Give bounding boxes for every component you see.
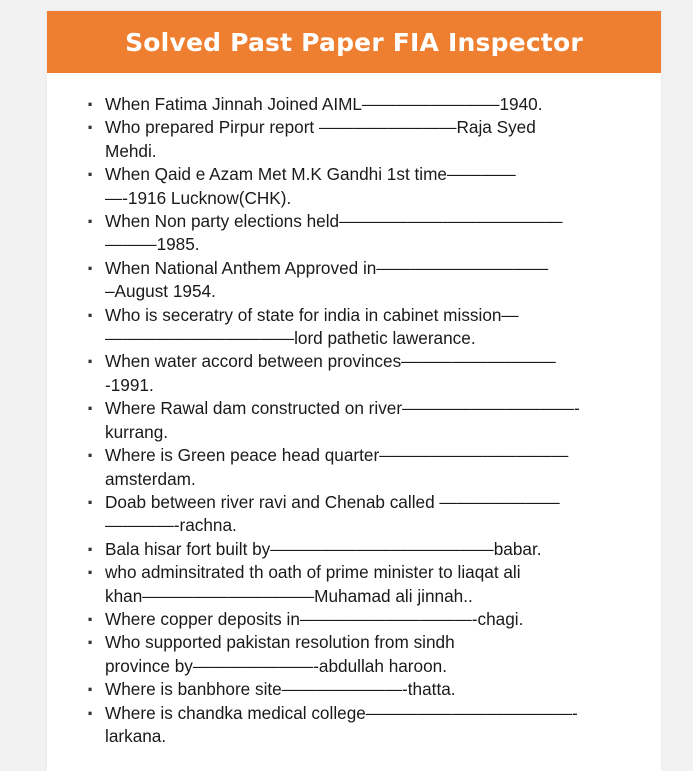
list-item-text: Doab between river ravi and Chenab called ——————— ————-rachna. <box>105 491 560 536</box>
bullet-icon: · <box>87 396 95 422</box>
bullet-icon: · <box>87 302 95 328</box>
bullet-icon: · <box>87 92 95 117</box>
list-item-text: Where Rawal dam constructed on river——————————- kurrang. <box>105 398 580 442</box>
list-item <box>87 677 635 703</box>
list-item-text: Where copper deposits in——————————-chagi. <box>105 608 524 629</box>
list-item-text: who adminsitrated th oath of prime minister to liaqat ali khan——————————Muhamad ali jinnah.. <box>105 562 521 606</box>
question-answer-list <box>87 92 635 748</box>
page-title: Solved Past Paper FIA Inspector <box>125 27 583 57</box>
bullet-icon: · <box>87 489 95 515</box>
bullet-icon: · <box>87 209 95 235</box>
bullet-icon: · <box>87 606 95 632</box>
list-item <box>87 396 635 444</box>
bullet-icon: · <box>87 255 95 281</box>
list-item <box>87 560 635 608</box>
list-item-text: Who prepared Pirpur report ————————Raja Syed Mehdi. <box>105 117 536 161</box>
bullet-icon: · <box>87 536 95 562</box>
bullet-icon: · <box>87 700 95 726</box>
bullet-icon: · <box>87 162 95 188</box>
list-item <box>87 630 635 678</box>
bullet-icon: · <box>87 349 95 375</box>
list-item <box>87 302 635 351</box>
list-item <box>87 443 635 491</box>
list-item-text: Who is seceratry of state for india in cabinet mission— ———————————lord pathetic lawerance. <box>105 304 519 349</box>
list-item <box>87 209 635 257</box>
list-item <box>87 115 635 163</box>
list-item <box>87 162 635 210</box>
list-item-text: Bala hisar fort built by—————————————babar. <box>105 538 542 559</box>
list-item-text: When National Anthem Approved in—————————— –August 1954. <box>105 257 549 302</box>
bullet-icon: · <box>87 560 95 586</box>
list-item <box>87 606 635 632</box>
bullet-icon: · <box>87 443 95 469</box>
list-item <box>87 489 635 538</box>
list-item-text: Where is chandka medical college————————————- larkana. <box>105 702 578 746</box>
bullet-icon: · <box>87 115 95 141</box>
list-item <box>87 700 635 749</box>
bullet-icon: · <box>87 630 95 656</box>
list-item-text: When Qaid e Azam Met M.K Gandhi 1st time———— —-1916 Lucknow(CHK). <box>105 164 516 208</box>
title-banner <box>47 11 661 73</box>
list-item <box>87 255 635 304</box>
list-item-text: Where is Green peace head quarter——————————— amsterdam. <box>105 445 569 489</box>
list-item-text: Who supported pakistan resolution from sindh province by———————-abdullah haroon. <box>105 632 455 676</box>
bullet-icon: · <box>87 677 95 703</box>
list-item <box>87 536 635 562</box>
list-item <box>87 92 635 117</box>
list-item-text: When Non party elections held————————————— ———1985. <box>105 211 563 255</box>
list-item <box>87 349 635 397</box>
list-item-text: When water accord between provinces————————— -1991. <box>105 351 556 395</box>
document-page <box>47 11 661 771</box>
list-item-text: Where is banbhore site———————-thatta. <box>105 679 456 700</box>
list-item-text: When Fatima Jinnah Joined AIML————————1940. <box>105 94 543 114</box>
